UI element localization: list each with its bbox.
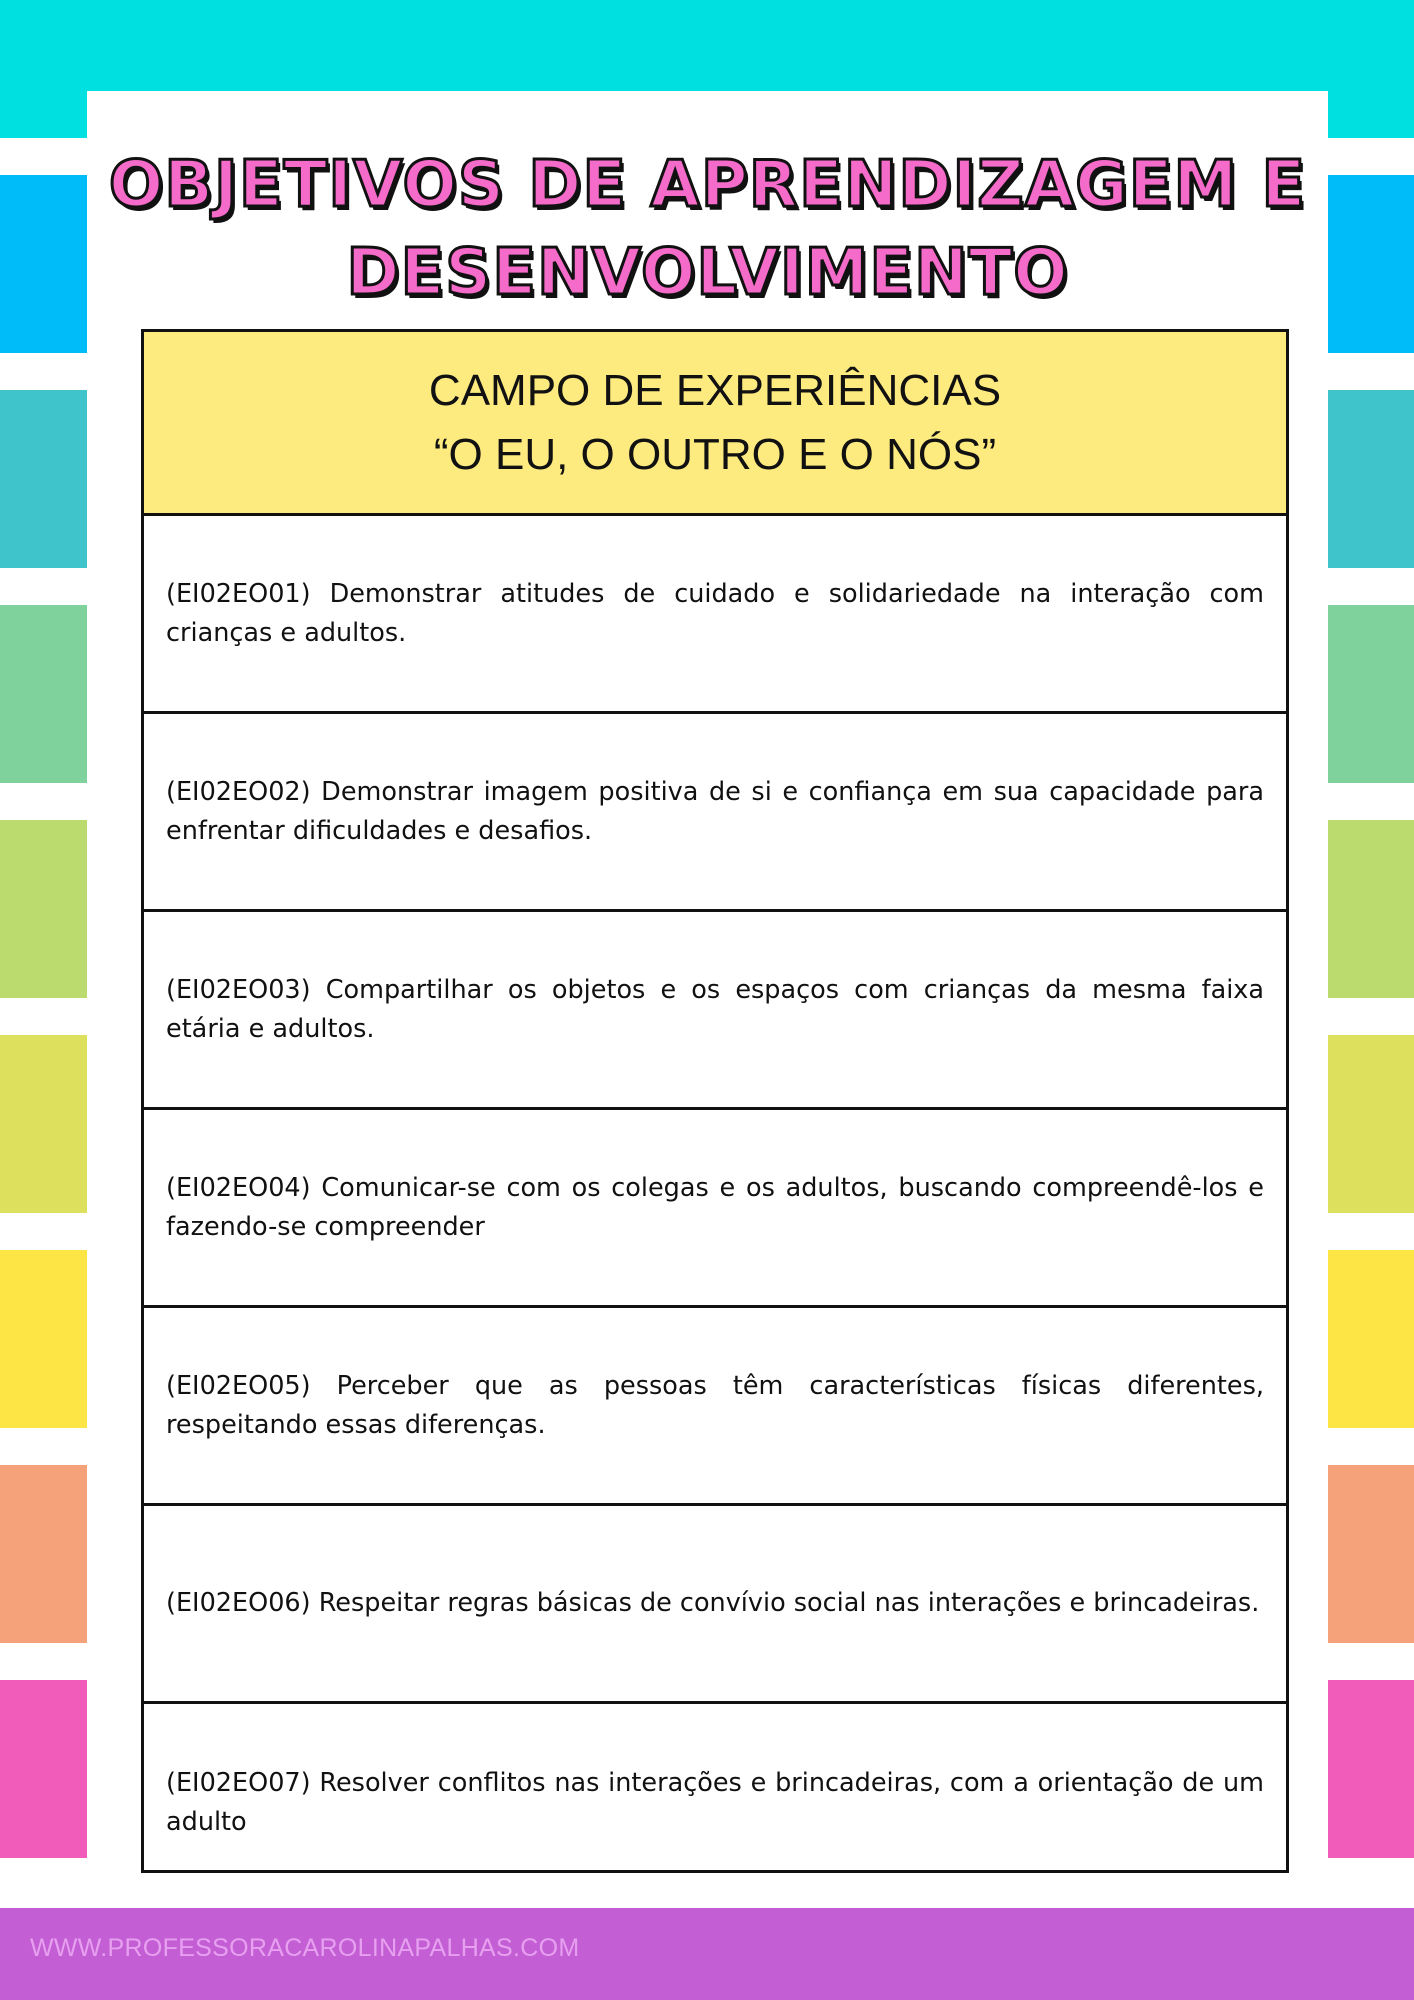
page-title-line-2: DESENVOLVIMENTO [346,236,1069,310]
table-row [144,516,1286,714]
content-card [87,91,1328,1908]
right-stripe-3 [1328,605,1414,783]
table-row [144,1110,1286,1308]
table-row [144,714,1286,912]
right-stripe-2 [1328,390,1414,568]
table-row [144,1506,1286,1704]
objective-text: (EI02EO02) Demonstrar imagem positiva de si e confiança em sua capacidade para enfrentar dificuldades e desafios. [166,776,1264,846]
footer-website-link[interactable]: WWW.PROFESSORACAROLINAPALHAS.COM [30,1934,580,1962]
left-stripe-5 [0,1035,87,1213]
objective-text: (EI02EO06) Respeitar regras básicas de convívio social nas interações e brincadeiras. [166,1588,1260,1618]
table-header-line-1: CAMPO DE EXPERIÊNCIAS [428,365,1002,415]
page-title-line-1: OBJETIVOS DE APRENDIZAGEM E [108,148,1307,222]
right-stripe-6 [1328,1250,1414,1428]
objective-text: (EI02EO01) Demonstrar atitudes de cuidado e solidariedade na interação com crianças e adultos. [166,578,1264,648]
objective-text: (EI02EO05) Perceber que as pessoas têm características físicas diferentes, respeitando essas diferenças. [166,1370,1264,1440]
table-row [144,1308,1286,1506]
table-header [144,332,1286,516]
left-stripe-2 [0,390,87,568]
left-stripe-8 [0,1680,87,1858]
left-stripe-4 [0,820,87,998]
right-stripe-4 [1328,820,1414,998]
table-row [144,1704,1286,1902]
right-stripe-1 [1328,175,1414,353]
objective-text: (EI02EO07) Resolver conflitos nas interações e brincadeiras, com a orientação de um adulto [166,1768,1264,1837]
right-stripe-5 [1328,1035,1414,1213]
table-row [144,912,1286,1110]
objectives-table [141,329,1289,1873]
left-stripe-6 [0,1250,87,1428]
right-stripe-8 [1328,1680,1414,1858]
objective-text: (EI02EO03) Compartilhar os objetos e os espaços com crianças da mesma faixa etária e adultos. [166,974,1264,1044]
page-title [87,141,1328,317]
objective-text: (EI02EO04) Comunicar-se com os colegas e os adultos, buscando compreendê-los e fazendo-se compreender [166,1172,1264,1242]
left-stripe-7 [0,1465,87,1643]
left-stripe-3 [0,605,87,783]
table-header-line-2: “O EU, O OUTRO E O NÓS” [433,429,997,479]
right-stripe-7 [1328,1465,1414,1643]
left-stripe-1 [0,175,87,353]
